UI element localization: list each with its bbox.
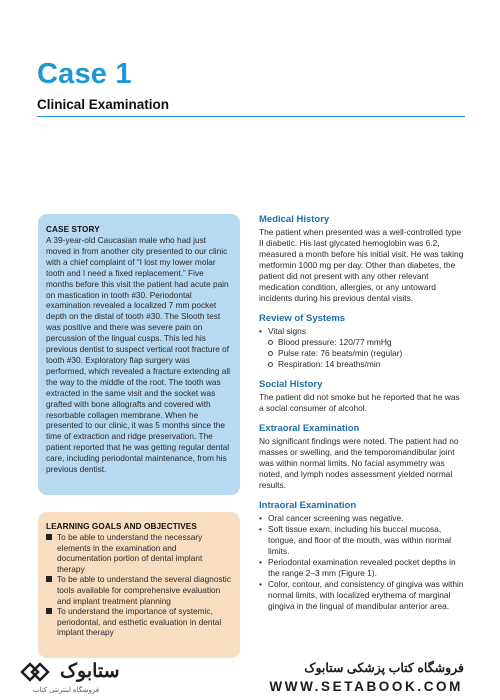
- square-bullet-icon: [46, 608, 52, 614]
- review-of-systems-section: [259, 313, 465, 370]
- learning-goals-list: [46, 532, 232, 638]
- intraoral-finding-text: Oral cancer screening was negative.: [268, 513, 404, 523]
- learning-goal-item: [46, 606, 232, 638]
- intraoral-finding-text: Periodontal examination revealed pocket depths in the range 2–3 mm (Figure 1).: [268, 557, 456, 578]
- social-history-heading: Social History: [259, 379, 323, 390]
- list-item: [259, 557, 465, 579]
- medical-history-heading: Medical History: [259, 214, 330, 225]
- section-subtitle: Clinical Examination: [37, 97, 170, 112]
- medical-history-text: The patient when presented was a well-controlled type II diabetic. His last glycated hemoglobin was 6.2, measured a month before his initial visit. He was taking metformin 1000 mg per day. Other than diabetes, the patient did not present with any other relevant medication condition, allergies, or any untoward incidents during his previous dental visits.: [259, 227, 464, 303]
- circle-bullet-icon: [268, 362, 273, 367]
- list-item: [259, 579, 465, 612]
- case-title: Case 1: [37, 58, 132, 90]
- case-story-box: [38, 214, 240, 495]
- review-of-systems-heading: Review of Systems: [259, 313, 346, 324]
- circle-bullet-icon: [268, 351, 273, 356]
- square-bullet-icon: [46, 534, 52, 540]
- extraoral-exam-text: No significant findings were noted. The patient had no masses or swelling, and the temporomandibular joint was within normal limits. No facial asymmetry was noted, and lymph nodes assessment yielded normal results.: [259, 436, 459, 490]
- case-story-text: A 39-year-old Caucasian male who had just moved in from another city presented to our clinic with a chief complaint of “I lost my lower molar tooth and I need a fixed replacement.” Five months before this visit the patient had acute pain on mastication in tooth #30. Periodontal examination revealed a localized 7 mm pocket depth on the distal of tooth #30. The Slooth test was positive and there was severe pain on percussion of the lingual cusps. This led his previous dentist to suspect vertical root fracture of tooth #30. Exploratory flap surgery was performed, which revealed a fracture extending all the way to the middle of the root. The tooth was extracted in the same visit and the socket was grafted with bone allografts and covered with resorbable collagen membrane. When he presented to our clinic, it was 5 months since the time of extraction and ridge preservation. The patient reported that he was getting regular dental care, including periodontal maintenance, from his previous dentist.: [46, 235, 231, 475]
- case-story-heading: CASE STORY: [46, 225, 100, 234]
- social-history-text: The patient did not smoke but he reported that he was a social consumer of alcohol.: [259, 392, 460, 413]
- learning-goal-item: [46, 532, 232, 574]
- square-bullet-icon: [46, 576, 52, 582]
- extraoral-exam-heading: Extraoral Examination: [259, 423, 360, 434]
- logo-brand-text: ستابوک: [60, 661, 120, 682]
- extraoral-exam-section: [259, 423, 465, 491]
- learning-goal-text: To understand the importance of systemic, periodontal, and esthetic evaluation in dental implant therapy: [57, 606, 222, 638]
- footer-store-title: فروشگاه کتاب پزشکی ستابوک: [304, 661, 464, 675]
- list-item: [259, 348, 465, 359]
- medical-history-section: [259, 214, 465, 304]
- list-item: [259, 359, 465, 370]
- intraoral-finding-text: Color, contour, and consistency of gingiva was within normal limits, with localized erythema of marginal gingiva in the lingual of mandibular anterior area.: [268, 579, 464, 611]
- learning-goal-item: [46, 574, 232, 606]
- learning-goals-heading: LEARNING GOALS AND OBJECTIVES: [46, 522, 197, 531]
- learning-goal-text: To be able to understand the several diagnostic tools available for comprehensive evaluation and implant treatment planning: [57, 574, 231, 606]
- title-divider: [37, 116, 465, 117]
- pulse-rate-text: Pulse rate: 76 beats/min (regular): [278, 348, 403, 358]
- blood-pressure-text: Blood pressure: 120/77 mmHg: [278, 337, 392, 347]
- intraoral-finding-text: Soft tissue exam, including his buccal mucosa, tongue, and floor of the mouth, was within normal limits.: [268, 524, 451, 556]
- intraoral-exam-list: [259, 513, 465, 612]
- social-history-section: [259, 379, 465, 414]
- right-column: [259, 214, 465, 660]
- list-item: [259, 524, 465, 557]
- footer-url[interactable]: WWW.SETABOOK.COM: [269, 679, 463, 694]
- list-item: [259, 337, 465, 348]
- intraoral-exam-heading: Intraoral Examination: [259, 500, 357, 511]
- circle-bullet-icon: [268, 340, 273, 345]
- list-item: [259, 513, 465, 524]
- learning-goal-text: To be able to understand the necessary elements in the examination and documentation portion of dental implant therapy: [57, 532, 203, 574]
- respiration-text: Respiration: 14 breaths/min: [278, 359, 381, 369]
- learning-goals-box: [38, 512, 240, 658]
- logo-tagline: فروشگاه اینترنتی کتاب: [33, 687, 100, 694]
- intraoral-exam-section: [259, 500, 465, 612]
- review-of-systems-list: [259, 326, 465, 370]
- list-item: [259, 326, 465, 337]
- vital-signs-label: Vital signs: [268, 326, 307, 336]
